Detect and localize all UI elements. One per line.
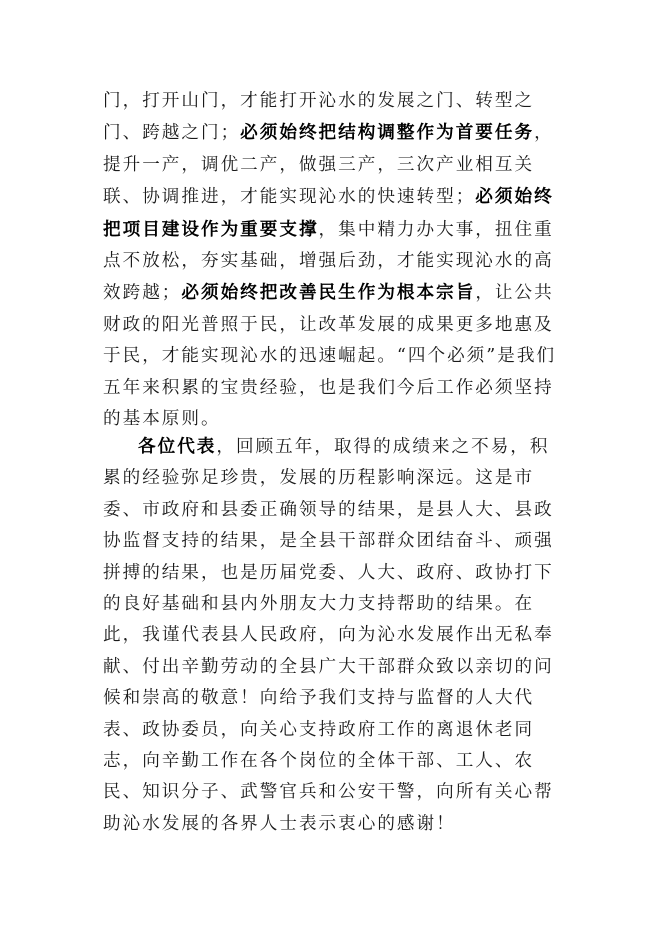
paragraph-text [103, 431, 565, 840]
text-segment: ，让公共财政的阳光普照于民，让改革发展的成果更多地惠及于民，才能实现沁水的迅速崛起。“四个必须”是我们五年来积累的宝贵经验，也是我们今后工作必须坚持的基本原则。 [103, 283, 557, 430]
text-segment: 门，打开山门，才能打开沁水的发展之门、转型之门、跨越之门； [103, 91, 535, 144]
bold-phrase-projects: 必须始终把项目建设作为重要支撑 [103, 186, 554, 240]
bold-phrase-structure: 必须始终把结构调整作为首要任务 [240, 122, 535, 144]
bold-phrase-livelihood: 必须始终把改善民生作为根本宗旨 [181, 282, 476, 304]
text-segment: ，回顾五年，取得的成绩来之不易，积累的经验弥足珍贵，发展的历程影响深远。这是市委、市政府和县委正确领导的结果，是县人大、县政协监督支持的结果，是全县干部群众团结奋斗、顽强拼搏的结果，也是历届党委、人大、政府、政协打下的良好基础和县内外朋友大力支持帮助的结果。在此，我谨代表县人民政府，向为沁水发展作出无私奉献、付出辛勤劳动的全县广大干部群众致以亲切的问候和崇高的敬意！向给予我们支持与监督的人大代表、政协委员，向关心支持政府工作的离退休老同志，向辛勤工作在各个岗位的全体干部、工人、农民、知识分子、武警官兵和公安干警，向所有关心帮助沁水发展的各界人士表示衷心的感谢！ [103, 437, 554, 834]
paragraph-text [103, 86, 565, 435]
text-segment: ，提升一产，调优二产，做强三产，三次产业相互关联、协调推进，才能实现沁水的快速转型； [103, 123, 554, 208]
bold-lead-delegates: 各位代表 [138, 436, 217, 457]
text-segment: ，集中精力办大事，扭住重点不放松，夯实基础，增强后劲，才能实现沁水的高效跨越； [103, 219, 554, 304]
paragraph-four-musts [103, 86, 565, 435]
paragraph-thanks [103, 431, 565, 840]
